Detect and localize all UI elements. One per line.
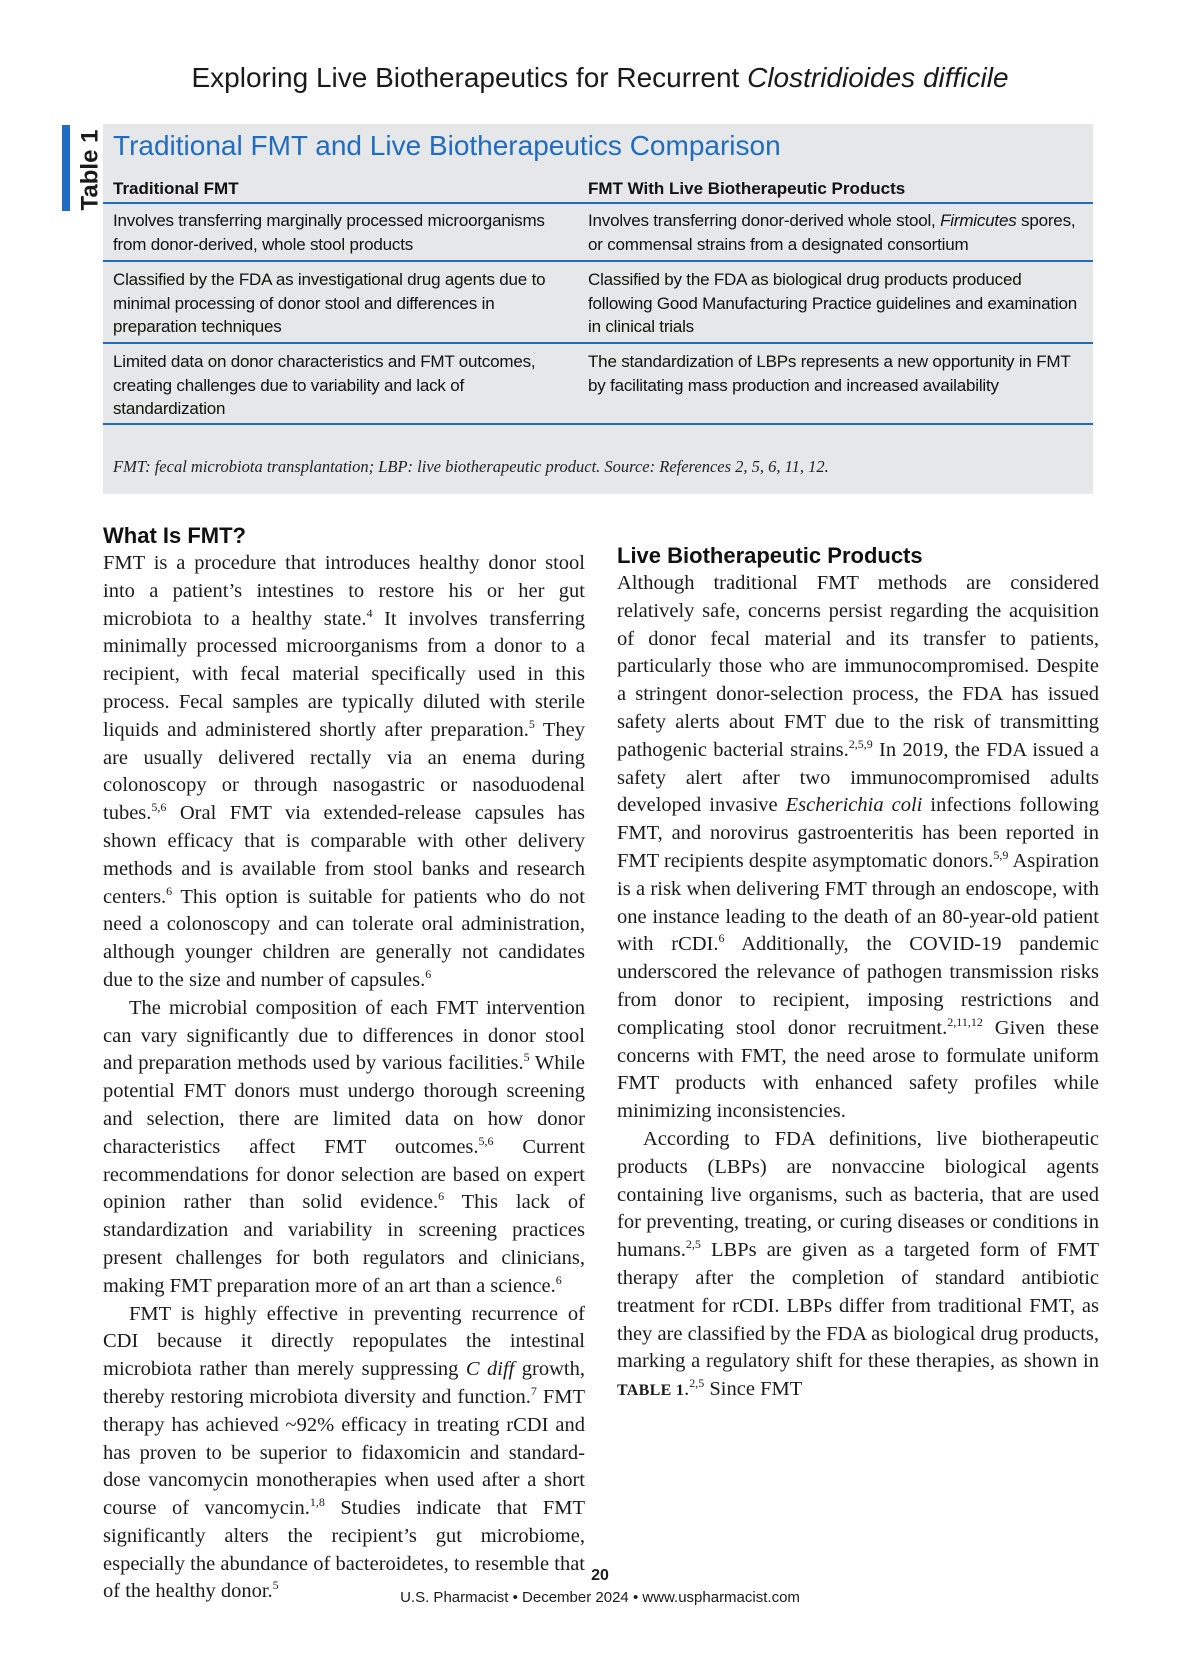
body-text: Current recommendations for donor selection are based on expert opinion rather than solid evidence. xyxy=(103,1135,585,1214)
body-text: This option is suitable for patients who do not need a colonoscopy and can tolerate oral administration, although younger children are generally not candidates due to the size and number of capsules. xyxy=(103,885,585,991)
publication-footer: U.S. Pharmacist • December 2024 • www.uspharmacist.com xyxy=(400,1589,800,1606)
citation: 5 xyxy=(272,1578,279,1593)
body-text: FMT therapy has achieved ~92% efficacy in treating rCDI and has proven to be superior to fidaxomicin and standard-dose vancomycin monotherapies when used after a short course of vancomycin. xyxy=(103,1385,585,1520)
table-cell-row1-right xyxy=(588,209,1083,256)
table-rule xyxy=(103,342,1093,344)
table-reference: TABLE 1 xyxy=(617,1382,685,1400)
table-rule xyxy=(103,260,1093,262)
citation: 2,11,12 xyxy=(947,1014,983,1029)
section-heading-live-biotherapeutic-products: Live Biotherapeutic Products xyxy=(617,543,923,568)
article-column-left xyxy=(103,522,585,1606)
citation: 7 xyxy=(530,1383,537,1398)
column-header-lbp: FMT With Live Biotherapeutic Products xyxy=(588,179,906,198)
body-text: infections following FMT, and norovirus gastroenteritis has been reported in FMT recipients despite asymptomatic donors. xyxy=(617,794,1100,872)
citation: 5,6 xyxy=(478,1133,494,1148)
body-text: Given these concerns with FMT, the need arose to formulate uniform FMT products with enhanced safety profiles while minimizing inconsistencies. xyxy=(617,1016,1099,1123)
citation: 2,5 xyxy=(689,1376,705,1391)
body-text: FMT is highly effective in preventing recurrence of CDI because it directly repopulates the intestinal microbiota rather than merely suppressing xyxy=(103,1302,585,1381)
citation: 5 xyxy=(528,716,535,731)
running-head-italic: Clostridioides difficile xyxy=(747,62,1009,93)
table-cell-italic: Firmicutes xyxy=(940,211,1017,230)
body-text: Although traditional FMT methods are considered relatively safe, concerns persist regarding the acquisition of donor fecal material and its transfer to patients, particularly those who are immunocompromised. Despite a stringent donor-selection process, the FDA has issued safety alerts about FMT due to the risk of transmitting pathogenic bacterial strains. xyxy=(617,572,1099,761)
table-cell-row3-left: Limited data on donor characteristics and FMT outcomes, creating challenges due to variability and lack of standardization xyxy=(113,352,536,418)
paragraph-3 xyxy=(103,1301,585,1607)
citation: 5,9 xyxy=(993,847,1009,862)
body-text: LBPs are given as a targeted form of FMT therapy after the completion of standard antibiotic treatment for rCDI. LBPs differ from traditional FMT, as they are classified by the FDA as biological drug products, marking a regulatory shift for these therapies, as shown in xyxy=(617,1239,1099,1373)
citation: 5,6 xyxy=(151,800,167,815)
citation: 6 xyxy=(718,931,725,946)
body-text: Oral FMT via extended-release capsules has shown efficacy that is comparable with other delivery methods and is available from stool banks and research centers. xyxy=(103,802,585,908)
table-rule xyxy=(103,423,1093,425)
table-cell-row1-left: Involves transferring marginally processed microorganisms from donor-derived, whole stool products xyxy=(113,211,545,254)
citation: 2,5 xyxy=(685,1237,701,1252)
body-text: This lack of standardization and variability in screening practices present challenges for both regulators and clinicians, making FMT preparation more of an art than a science. xyxy=(103,1191,585,1297)
table-cell-text: spores, or commensal strains from a designated consortium xyxy=(588,211,1076,254)
table-tab-bar xyxy=(62,125,70,211)
table-rule xyxy=(103,202,1093,204)
body-text: growth, thereby restoring microbiota diversity and function. xyxy=(103,1358,585,1408)
body-text: According to FDA definitions, live biotherapeutic products (LBPs) are nonvaccine biological agents containing live organisms, such as bacteria, that are used for preventing, treating, or curing diseases or conditions in humans. xyxy=(617,1127,1099,1262)
citation: 6 xyxy=(438,1189,445,1204)
table-title: Traditional FMT and Live Biotherapeutics Comparison xyxy=(113,130,781,161)
citation: 4 xyxy=(366,605,373,620)
body-text: In 2019, the FDA issued a safety alert after two immunocompromised adults developed invasive xyxy=(617,738,1099,817)
citation: 1,8 xyxy=(309,1495,325,1510)
citation: 5 xyxy=(523,1050,530,1065)
paragraph-5 xyxy=(617,1126,1099,1405)
page-number: 20 xyxy=(591,1567,609,1584)
spacer xyxy=(617,522,1099,542)
paragraph-1 xyxy=(103,550,585,995)
running-head-text: Exploring Live Biotherapeutics for Recurrent xyxy=(191,62,748,93)
paragraph-4 xyxy=(617,570,1099,1126)
comparison-table xyxy=(103,124,1093,494)
body-text: Aspiration is a risk when delivering FMT through an endoscope, with one instance leading to the death of an 80-year-old patient with rCDI. xyxy=(617,849,1099,956)
body-text: FMT is a procedure that introduces healthy donor stool into a patient’s intestines to restore his or her gut microbiota to a healthy state. xyxy=(103,552,585,630)
citation: 6 xyxy=(166,883,173,898)
body-text: . xyxy=(684,1378,690,1401)
body-text-italic: C diff xyxy=(465,1358,515,1381)
body-text: Since FMT xyxy=(704,1378,803,1401)
table-tab-text: Table 1 xyxy=(76,129,104,211)
body-text: They are usually delivered rectally via an enema during colonoscopy or through nasogastric or nasoduodenal tubes. xyxy=(103,718,585,825)
citation: 6 xyxy=(425,966,432,981)
table-cell-text: Involves transferring donor-derived whole stool, xyxy=(588,211,941,230)
column-header-traditional-fmt: Traditional FMT xyxy=(113,179,239,198)
body-text: While potential FMT donors must undergo thorough screening and selection, there are limited data on how donor characteristics affect FMT outcomes. xyxy=(103,1052,586,1158)
body-text: It involves transferring minimally processed microorganisms from a donor to a recipient, with fecal material specifically used in this process. Fecal samples are typically diluted with sterile liquids and administered shortly after preparation. xyxy=(103,607,585,741)
paragraph-2 xyxy=(103,995,585,1301)
body-text: Studies indicate that FMT significantly alters the recipient’s gut microbiome, especially the abundance of bacteroidetes, to resemble that of the healthy donor. xyxy=(103,1497,585,1603)
body-text-italic: Escherichia coli xyxy=(785,794,923,817)
citation: 2,5,9 xyxy=(848,736,873,751)
body-text: Additionally, the COVID-19 pandemic underscored the relevance of pathogen transmission risks from donor to recipient, imposing restrictions and complicating stool donor recruitment. xyxy=(617,933,1099,1039)
table-cell-row3-right: The standardization of LBPs represents a new opportunity in FMT by facilitating mass production and increased availability xyxy=(588,352,1071,395)
table-cell-row2-right: Classified by the FDA as biological drug products produced following Good Manufacturing Practice guidelines and examination in clinical trials xyxy=(588,270,1077,336)
article-column-right xyxy=(617,522,1099,1405)
section-heading-what-is-fmt: What Is FMT? xyxy=(103,523,246,548)
citation: 6 xyxy=(555,1272,562,1287)
table-footnote: FMT: fecal microbiota transplantation; LBP: live biotherapeutic product. Source: References 2, 5, 6, 11, 12. xyxy=(113,457,829,476)
table-cell-row2-left: Classified by the FDA as investigational drug agents due to minimal processing of donor stool and differences in preparation techniques xyxy=(113,270,546,336)
body-text: The microbial composition of each FMT intervention can vary significantly due to differences in donor stool and preparation methods used by various facilities. xyxy=(103,996,585,1075)
running-head xyxy=(0,62,1200,94)
